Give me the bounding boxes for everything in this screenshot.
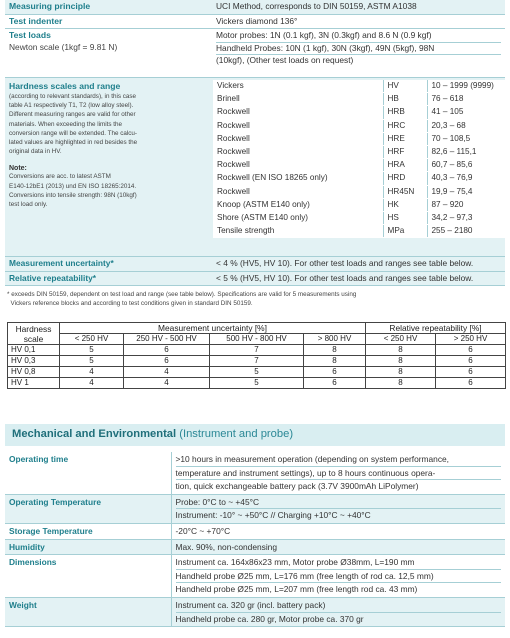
hardness-scale-header: [8, 323, 60, 345]
mechanical-value: [171, 555, 505, 598]
header-line: Hardness: [15, 323, 52, 334]
scale-range: 19,9 – 75,4: [427, 185, 505, 198]
spec-label-sub: Newton scale (1kgf = 9.81 N): [9, 41, 118, 52]
table-row: [8, 367, 506, 378]
table-row: [8, 345, 506, 356]
spec-label: Measuring principle: [5, 0, 212, 14]
scale-symbol: HV: [383, 80, 427, 93]
note-heading: Note:: [9, 165, 27, 173]
value-cell: 6: [436, 356, 506, 367]
scale-range: 40,3 – 76,9: [427, 172, 505, 185]
scale-symbol: HR45N: [383, 185, 427, 198]
mechanical-row: [5, 597, 505, 626]
measurement-value: < 4 % (HV5, HV 10). For other test loads and ranges see table below.: [212, 257, 505, 271]
mechanical-label: Weight: [5, 597, 171, 626]
scale-range: 70 – 108,5: [427, 132, 505, 145]
mechanical-label: Operating time: [5, 452, 171, 494]
scale-symbol: HRE: [383, 132, 427, 145]
measurement-value: < 5 % (HV5, HV 10). For other test loads and ranges see table below.: [212, 271, 505, 286]
spec-value: UCI Method, corresponds to DIN 50159, ASTM A1038: [212, 0, 505, 14]
range-subheader: 500 HV - 800 HV: [210, 334, 304, 345]
value-cell: 8: [304, 356, 366, 367]
mechanical-label: Humidity: [5, 539, 171, 555]
mechanical-row: [5, 523, 505, 539]
scale-row: [213, 172, 505, 185]
mechanical-value-line: Instrument ca. 164x86x23 mm, Motor probe Ø38mm, L=190 mm: [176, 556, 502, 570]
spec-label-cell: [5, 29, 212, 68]
value-cell: 6: [124, 345, 210, 356]
mechanical-section-header: [5, 424, 505, 446]
table-row: [8, 356, 506, 367]
hardness-desc-line: (according to relevant standards), in this case: [9, 93, 137, 100]
mechanical-value: [171, 539, 505, 555]
scale-name: Tensile strength: [213, 225, 383, 238]
scale-row: [213, 185, 505, 198]
scale-range: 87 – 920: [427, 198, 505, 211]
value-cell: 6: [436, 345, 506, 356]
spec-table-top: [5, 0, 505, 68]
mechanical-value-line: >10 hours in measurement operation (depending on system performance,: [176, 453, 502, 467]
scale-name: Vickers: [213, 80, 383, 93]
scale-row: [213, 106, 505, 119]
hardness-scale-cell: HV 0,1: [8, 345, 60, 356]
value-cell: 8: [366, 367, 436, 378]
hardness-desc-line: lated values are highlighted in red besides the: [9, 139, 138, 147]
scale-symbol: HRF: [383, 146, 427, 159]
scale-name: Rockwell: [213, 132, 383, 145]
scale-symbol: HB: [383, 93, 427, 106]
value-cell: 4: [60, 367, 124, 378]
header-line: scale: [23, 333, 44, 344]
spec-row-test-indenter: [5, 14, 505, 29]
scale-symbol: HRB: [383, 106, 427, 119]
scale-range: 41 – 105: [427, 106, 505, 119]
mechanical-label: Storage Temperature: [5, 523, 171, 539]
spec-value-cell: [212, 29, 505, 68]
scale-range: 76 – 618: [427, 93, 505, 106]
note-line: Conversions are acc. to latest ASTM: [9, 173, 111, 181]
scale-range: 60,7 – 85,6: [427, 159, 505, 172]
hardness-heading: Hardness scales and range: [9, 81, 121, 91]
value-cell: 6: [304, 378, 366, 389]
footnote-line: Vickers reference blocks and according to test conditions given in standard DIN 50159.: [7, 299, 253, 307]
value-cell: 5: [210, 367, 304, 378]
scale-name: Rockwell: [213, 185, 383, 198]
measurement-label: Relative repeatability*: [5, 271, 212, 286]
value-cell: 8: [304, 345, 366, 356]
note-line: Conversions into tensile strength: 98N (10kgf): [9, 191, 137, 199]
mechanical-value: [171, 494, 505, 523]
scale-name: Rockwell (EN ISO 18265 only): [213, 172, 383, 185]
mechanical-subtitle: (Instrument and probe): [179, 428, 294, 440]
range-subheader: < 250 HV: [60, 334, 124, 345]
value-cell: 7: [210, 345, 304, 356]
mechanical-value-line: -20°C ~ +70°C: [175, 525, 231, 536]
mechanical-value-line: Handheld probe ca. 280 gr, Motor probe ca. 370 gr: [175, 613, 364, 624]
value-cell: 8: [366, 378, 436, 389]
measurement-row: [5, 257, 505, 271]
footnote: [7, 291, 503, 308]
spec-row-test-loads: [5, 29, 505, 68]
scale-symbol: HS: [383, 212, 427, 225]
value-cell: 6: [436, 367, 506, 378]
mechanical-value-line: tion, quick exchangeable battery pack (3.7V 3900mAh LiPolymer): [175, 481, 419, 492]
hardness-desc-line: conversion range will be extended. The calcu-: [9, 129, 137, 137]
spec-label: Test loads: [9, 30, 51, 40]
hardness-scale-cell: HV 0,3: [8, 356, 60, 367]
uncertainty-header-row: [8, 323, 506, 334]
hardness-scales-table: [213, 80, 505, 238]
scale-name: Rockwell: [213, 159, 383, 172]
table-row: [8, 378, 506, 389]
hardness-desc-line: Different measuring ranges are valid for other: [9, 111, 136, 119]
mechanical-row: [5, 452, 505, 494]
mechanical-table: [5, 452, 505, 627]
scale-row: [213, 225, 505, 238]
spec-value-line: (10kgf), (Other test loads on request): [216, 55, 354, 65]
scale-row: [213, 132, 505, 145]
value-cell: 5: [60, 356, 124, 367]
scale-row: [213, 198, 505, 211]
scale-name: Rockwell: [213, 119, 383, 132]
range-subheader: 250 HV - 500 HV: [124, 334, 210, 345]
spec-value: Vickers diamond 136°: [212, 14, 505, 29]
value-cell: 5: [60, 345, 124, 356]
mechanical-value: [171, 523, 505, 539]
mechanical-label: Dimensions: [5, 555, 171, 598]
value-cell: 7: [210, 356, 304, 367]
spec-value-line: Handheld Probes: 10N (1 kgf), 30N (3kgf), 49N (5kgf), 98N: [216, 43, 501, 56]
mechanical-title: Mechanical and Environmental: [12, 428, 177, 440]
measurement-label: Measurement uncertainty*: [5, 257, 212, 271]
mechanical-value-line: Probe: 0°C to ~ +45°C: [176, 496, 502, 510]
scale-range: 255 – 2180: [427, 225, 505, 238]
measurement-row: [5, 271, 505, 286]
mechanical-value-line: temperature and instrument settings), up to 8 hours continuous opera-: [176, 467, 502, 481]
mechanical-value-line: Handheld probe Ø25 mm, L=207 mm (free length rod ca. 43 mm): [175, 584, 418, 595]
uncertainty-table: [7, 322, 506, 389]
scale-name: Knoop (ASTM E140 only): [213, 198, 383, 211]
mechanical-value-line: Max. 90%, non-condensing: [175, 541, 277, 552]
value-cell: 8: [366, 345, 436, 356]
scale-range: 10 – 1999 (9999): [427, 80, 505, 93]
scale-row: [213, 146, 505, 159]
range-subheader: > 800 HV: [304, 334, 366, 345]
scale-name: Rockwell: [213, 146, 383, 159]
scale-name: Shore (ASTM E140 only): [213, 212, 383, 225]
scale-symbol: HRD: [383, 172, 427, 185]
scale-range: 34,2 – 97,3: [427, 212, 505, 225]
uncertainty-subheader-row: [8, 334, 506, 345]
scale-row: [213, 212, 505, 225]
value-cell: 4: [60, 378, 124, 389]
note-line: test load only.: [9, 201, 48, 209]
mechanical-value-line: Instrument: -10° ~ +50°C // Charging +10°C ~ +40°C: [175, 510, 371, 521]
hardness-desc-line: original data in HV.: [9, 148, 62, 156]
scale-row: [213, 119, 505, 132]
scale-symbol: HRA: [383, 159, 427, 172]
range-subheader: > 250 HV: [436, 334, 506, 345]
scale-range: 82,6 – 115,1: [427, 146, 505, 159]
range-subheader: < 250 HV: [366, 334, 436, 345]
hardness-desc-line: materials. When exceeding the limits the: [9, 120, 123, 128]
uncertainty-group-header: Measurement uncertainty [%]: [60, 323, 366, 334]
value-cell: 6: [304, 367, 366, 378]
value-cell: 4: [124, 378, 210, 389]
footnote-line: * exceeds DIN 50159, dependent on test load and range (see table below). Specifications are valid for 5 measurements using: [7, 291, 357, 298]
value-cell: 4: [124, 367, 210, 378]
note-line: E140-12bE1 (2013) und EN ISO 18265:2014.: [9, 182, 137, 190]
mechanical-value: [171, 452, 505, 494]
mechanical-value-line: Instrument ca. 320 gr (incl. battery pack): [176, 599, 502, 613]
mechanical-value: [171, 597, 505, 626]
scale-row: [213, 159, 505, 172]
value-cell: 5: [210, 378, 304, 389]
scale-name: Brinell: [213, 93, 383, 106]
value-cell: 6: [124, 356, 210, 367]
mechanical-row: [5, 494, 505, 523]
spec-row-measuring-principle: [5, 0, 505, 14]
scale-name: Rockwell: [213, 106, 383, 119]
hardness-scale-cell: HV 1: [8, 378, 60, 389]
hardness-description: [9, 81, 209, 209]
scale-symbol: HRC: [383, 119, 427, 132]
scale-row: [213, 93, 505, 106]
mechanical-row: [5, 539, 505, 555]
scale-range: 20,3 – 68: [427, 119, 505, 132]
hardness-desc-line: table A1 respectively T1, T2 (low alloy steel).: [9, 102, 134, 110]
hardness-scale-cell: HV 0,8: [8, 367, 60, 378]
mechanical-value-line: Handheld probe Ø25 mm, L=176 mm (free length of rod ca. 12,5 mm): [176, 570, 502, 584]
mechanical-label: Operating Temperature: [5, 494, 171, 523]
mechanical-row: [5, 555, 505, 598]
value-cell: 8: [366, 356, 436, 367]
spec-label: Test indenter: [5, 14, 212, 29]
hardness-section: [5, 77, 505, 257]
spec-value-line: Motor probes: 1N (0.1 kgf), 3N (0.3kgf) and 8.6 N (0.9 kgf): [216, 30, 501, 43]
repeatability-group-header: Relative repeatability [%]: [366, 323, 506, 334]
scale-symbol: MPa: [383, 225, 427, 238]
scale-row: [213, 80, 505, 93]
scale-symbol: HK: [383, 198, 427, 211]
measurement-table: [5, 257, 505, 286]
value-cell: 6: [436, 378, 506, 389]
